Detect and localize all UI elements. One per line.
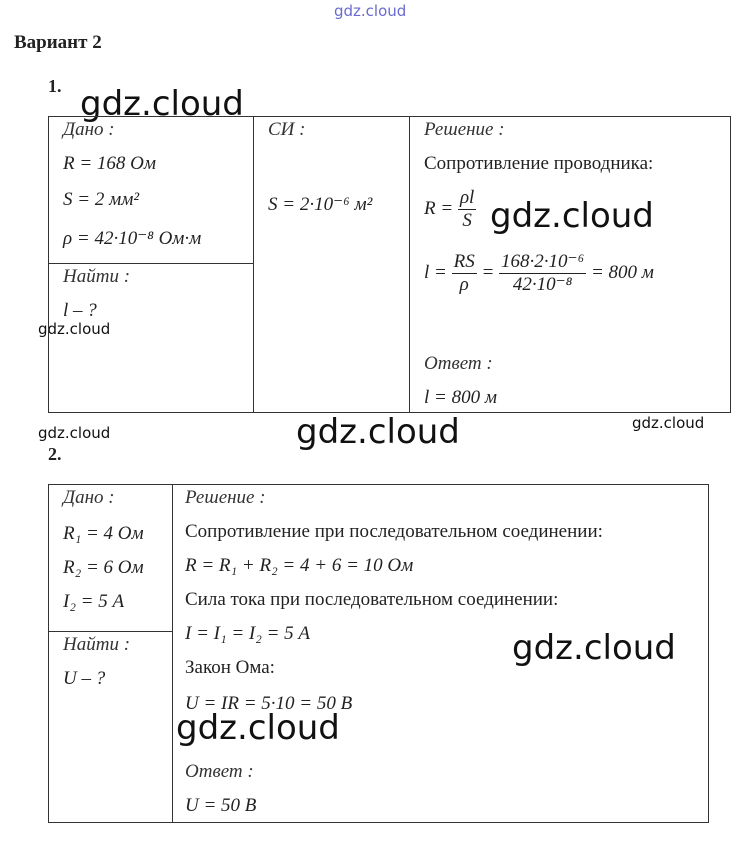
solution-line: I = I₁ = I₂ = 5 А (185, 623, 311, 644)
solution-line: Сила тока при последовательном соединении: (185, 589, 559, 610)
given-heading: Дано : (63, 119, 115, 140)
given-value: I₂ = 5 А (63, 591, 125, 612)
given-value: S = 2 мм² (63, 189, 140, 210)
task2-solution-cell (173, 485, 709, 823)
formula-resistance: R = $\frac{\rho l}{S}$ (424, 187, 475, 231)
watermark: gdz.cloud (80, 84, 244, 124)
task2-given-cell (49, 485, 173, 632)
watermark: gdz.cloud (490, 196, 654, 236)
answer-heading: Ответ : (185, 761, 254, 782)
solution-heading: Решение : (424, 119, 505, 140)
watermark-top: gdz.cloud (334, 2, 407, 20)
task1-solution-cell (410, 117, 731, 413)
given-value: ρ = 42·10⁻⁸ Ом·м (63, 228, 202, 249)
task-number: 1. (48, 76, 62, 96)
watermark: gdz.cloud (38, 320, 111, 338)
solution-line: Сопротивление при последовательном соединении: (185, 521, 603, 542)
task1-table (48, 116, 731, 413)
solution-text: Сопротивление проводника: (424, 153, 654, 174)
watermark: gdz.cloud (38, 424, 111, 442)
si-value: S = 2·10⁻⁶ м² (268, 194, 373, 215)
task1-find-cell (49, 264, 254, 413)
watermark: gdz.cloud (632, 414, 705, 432)
watermark: gdz.cloud (176, 708, 340, 748)
task-number: 2. (48, 444, 62, 464)
task1-si-cell (254, 117, 410, 413)
given-value: R = 168 Ом (63, 153, 157, 174)
answer-value: U = 50 В (185, 795, 257, 816)
task2-find-cell (49, 632, 173, 823)
solution-line: R = R₁ + R₂ = 4 + 6 = 10 Ом (185, 555, 414, 576)
find-value: l – ? (63, 300, 97, 321)
task2-table (48, 484, 709, 823)
page-title: Вариант 2 (14, 32, 102, 53)
given-heading: Дано : (63, 487, 115, 508)
si-heading: СИ : (268, 119, 306, 140)
task1-given-cell (49, 117, 254, 264)
given-value: R₂ = 6 Ом (63, 557, 144, 578)
find-heading: Найти : (63, 266, 131, 287)
answer-heading: Ответ : (424, 353, 493, 374)
find-value: U – ? (63, 668, 106, 689)
solution-heading: Решение : (185, 487, 266, 508)
answer-value: l = 800 м (424, 387, 497, 408)
solution-line: Закон Ома: (185, 657, 275, 678)
solution-line: U = IR = 5·10 = 50 В (185, 693, 353, 714)
given-value: R₁ = 4 Ом (63, 523, 144, 544)
formula-length: l = $\frac{RS}{\rho}$ = $\frac{\text{168·2·10⁻⁶}}{\text{42·10⁻⁸}}$ = 800 м (424, 251, 654, 295)
watermark: gdz.cloud (296, 412, 460, 452)
watermark: gdz.cloud (512, 628, 676, 668)
find-heading: Найти : (63, 634, 131, 655)
